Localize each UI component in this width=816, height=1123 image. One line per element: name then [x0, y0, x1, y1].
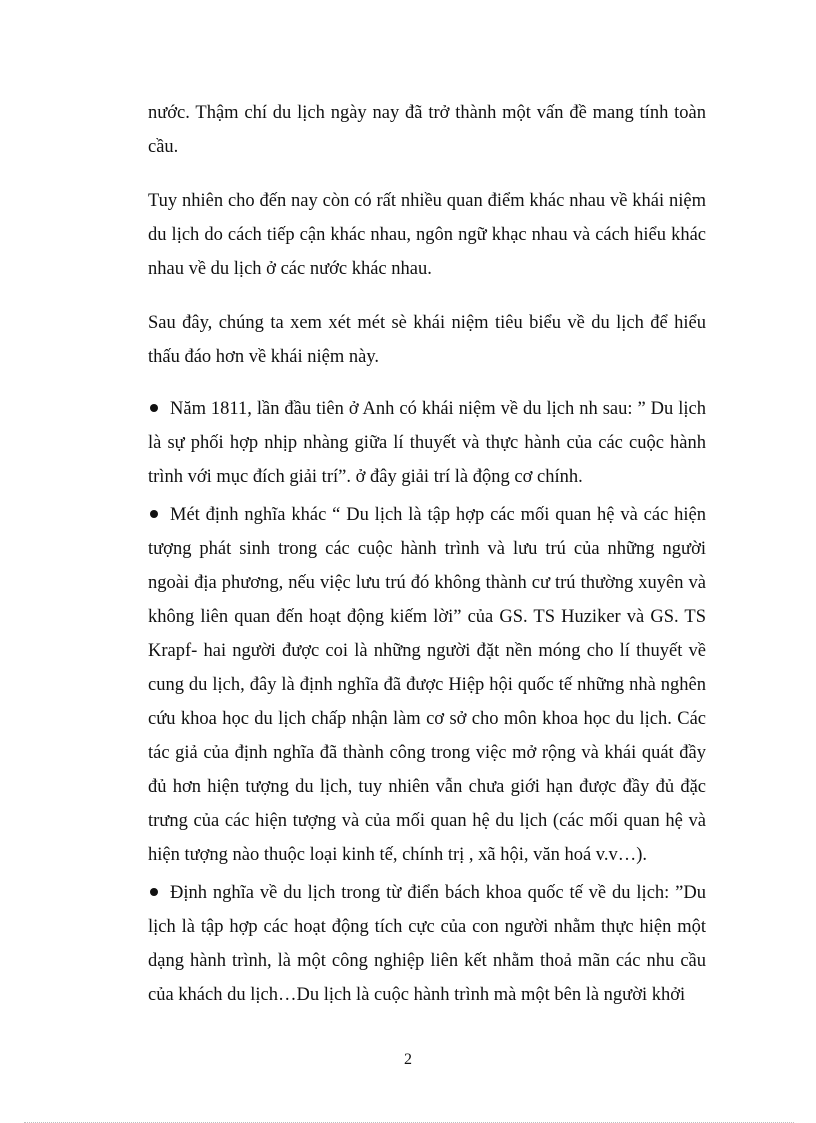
list-item: [148, 876, 706, 1012]
page-number: 2: [404, 1051, 412, 1068]
list-item-text: Mét định nghĩa khác “ Du lịch là tập hợp các mối quan hệ và các hiện tượng phát sinh trong các cuộc hành trình và lưu trú của những người ngoài địa phương, nếu việc lưu trú đó không thành cư trú thường xuyên và không liên quan đến hoạt động kiếm lời” của GS. TS Huziker và GS. TS Krapf- hai người được coi là những người đặt nền móng cho lí thuyết về cung du lịch, đây là định nghĩa đã được Hiệp hội quốc tế những nhà nghên cứu khoa học du lịch chấp nhận làm cơ sở cho môn khoa học du lịch. Các tác giả của định nghĩa đã thành công trong việc mở rộng và khái quát đầy đủ hơn hiện tượng du lịch, tuy nhiên vẫn chưa giới hạn được đầy đủ đặc trưng của các hiện tượng và của mối quan hệ du lịch (các mối quan hệ và hiện tượng nào thuộc loại kinh tế, chính trị , xã hội, văn hoá v.v…).: [148, 505, 706, 865]
list-item-text: Năm 1811, lần đầu tiên ở Anh có khái niệm về du lịch nh sau: ” Du lịch là sự phối hợp nhịp nhàng giữa lí thuyết và thực hành của các cuộc hành trình với mục đích giải trí”. ở đây giải trí là động cơ chính.: [148, 399, 706, 487]
list-item-text: Định nghĩa về du lịch trong từ điển bách khoa quốc tế về du lịch: ”Du lịch là tập hợp các hoạt động tích cực của con người nhằm thực hiện một dạng hành trình, là một công nghiệp liên kết nhằm thoả mãn các nhu cầu của khách du lịch…Du lịch là cuộc hành trình mà một bên là người khởi: [148, 883, 706, 1005]
paragraph-1: nước. Thậm chí du lịch ngày nay đã trở thành một vấn đề mang tính toàn cầu.: [148, 103, 706, 157]
paragraph-3: Sau đây, chúng ta xem xét mét sè khái niệm tiêu biểu về du lịch để hiểu thấu đáo hơn về khái niệm này.: [148, 313, 706, 367]
bullet-icon: [150, 404, 158, 412]
paragraph-2: Tuy nhiên cho đến nay còn có rất nhiều quan điểm khác nhau về khái niệm du lịch do cách tiếp cận khác nhau, ngôn ngữ khạc nhau và cách hiểu khác nhau về du lịch ở các nước khác nhau.: [148, 191, 706, 279]
list-item: [148, 392, 706, 494]
definition-list: [148, 392, 706, 1012]
bullet-icon: [150, 888, 158, 896]
page-body: [148, 96, 706, 1016]
list-item: [148, 498, 706, 872]
bullet-icon: [150, 510, 158, 518]
